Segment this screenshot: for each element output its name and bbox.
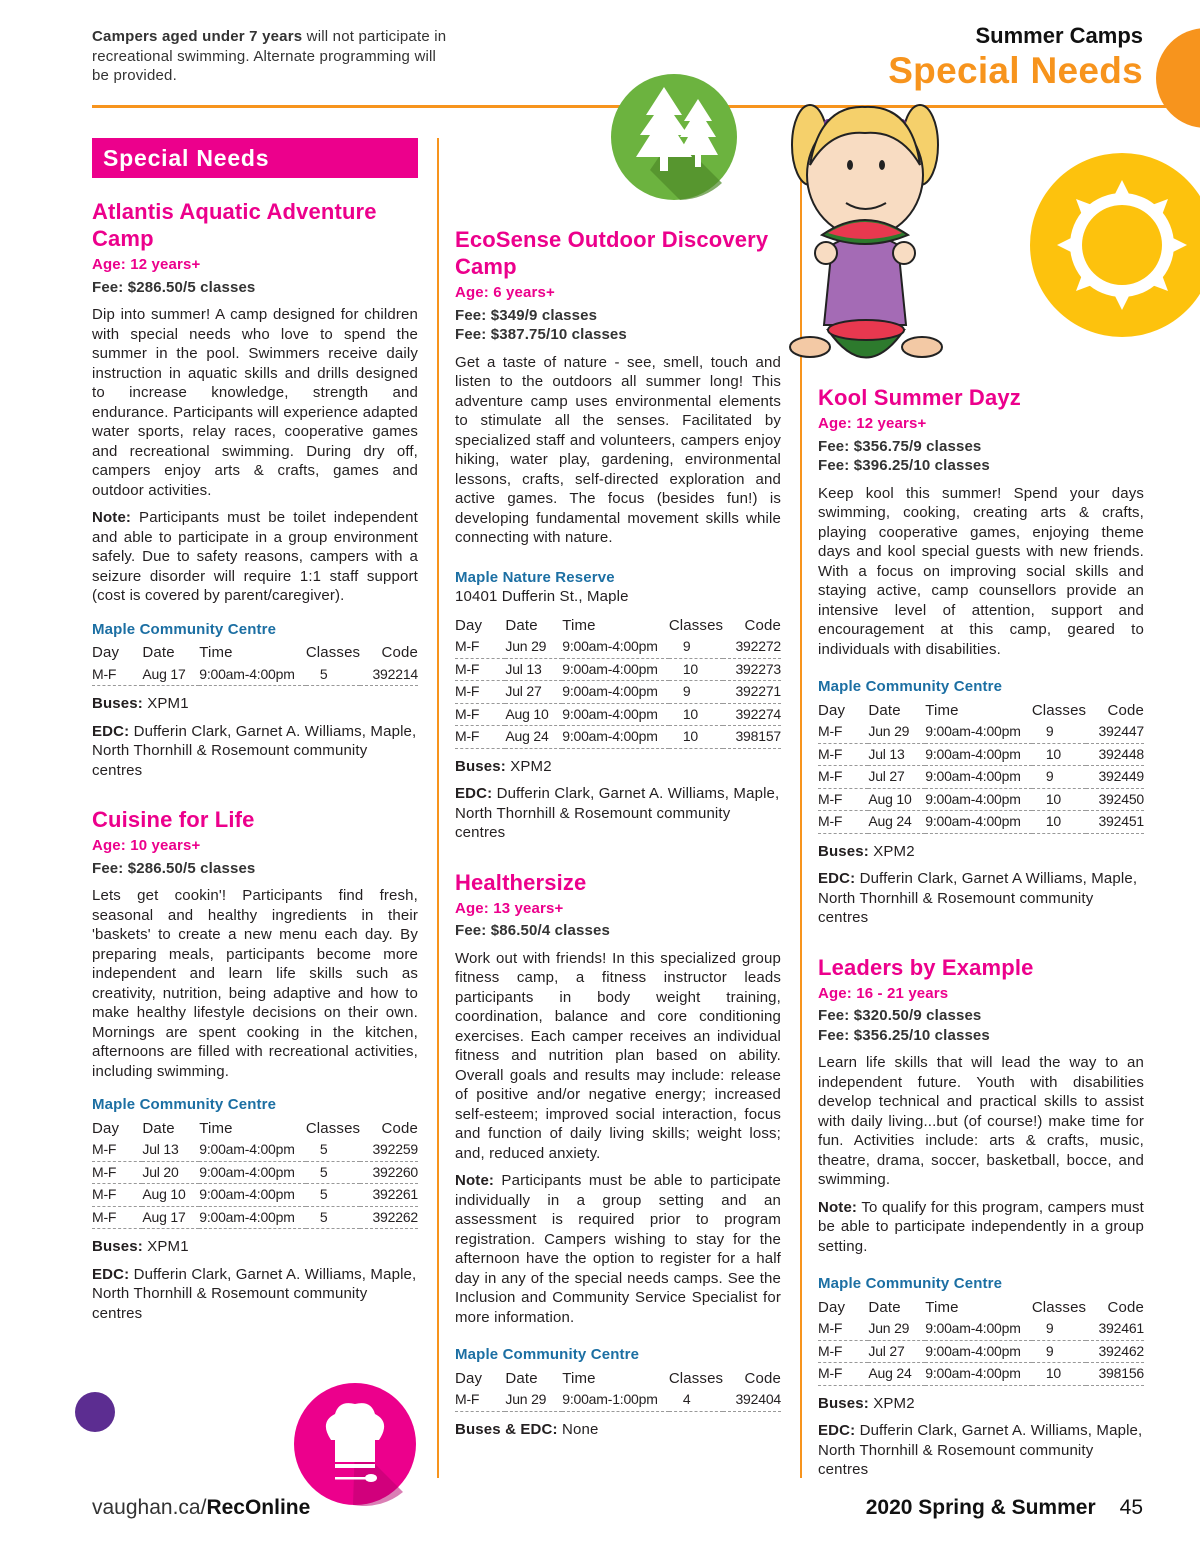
schedule-cell: 10 — [669, 726, 723, 749]
schedule-cell: 9 — [1032, 721, 1086, 743]
camp-atlantis — [92, 198, 418, 780]
schedule-header-cell: Classes — [668, 616, 724, 634]
camp-age: Age: 13 years+ — [455, 899, 564, 917]
schedule-cell: M-F — [818, 721, 868, 743]
camp-location: Maple Community Centre — [818, 678, 1003, 695]
schedule-header-row — [92, 642, 418, 664]
schedule-cell: 9 — [669, 636, 723, 658]
camp-description: Work out with friends! In this specialized group fitness camp, a fitness instructor leads participants in body weight training, coordination, balance and core conditioning exercises. Each camper receives an individual fitness and nutrition plan based on ability. Overall goals and results may include: release of positive and/or negative energy; increased self-esteem; improved social interaction, focus and function of daily living skills; weight loss; and, reduced anxiety. — [455, 949, 781, 1162]
camp-kool — [818, 384, 1144, 928]
schedule-cell: 9 — [1032, 766, 1086, 789]
schedule-cell: M-F — [92, 1184, 142, 1207]
camp-title: Leaders by Example — [818, 954, 1034, 980]
camp-description: Get a taste of nature - see, smell, touch and listen to the outdoors all summer long! This adventure camp uses environmental elements to stimulate all the senses. Facilitated by specialized staff and volunteers, campers enjoy hiking, water play, gardening, environmental lessons, crafts, self-directed exploration and active games. The focus (besides fun!) is developing fundamental movement skills while connecting with nature. — [455, 353, 781, 546]
purple-dot-decoration — [75, 1392, 115, 1432]
schedule-header-cell: Day — [818, 1298, 846, 1316]
camp-edc: EDC: Dufferin Clark, Garnet A. Williams, Maple, North Thornhill & Rosemount community centres — [92, 722, 417, 779]
camp-edc: EDC: Dufferin Clark, Garnet A. Williams, Maple, North Thornhill & Rosemount community centres — [455, 785, 780, 841]
schedule-cell: 9:00am-4:00pm — [199, 1139, 306, 1161]
schedule-cell: Jul 13 — [142, 1139, 199, 1161]
schedule-cell: M-F — [818, 743, 868, 766]
schedule-cell: 5 — [306, 1161, 360, 1184]
schedule-row — [92, 1184, 418, 1207]
schedule-row — [818, 1340, 1144, 1363]
schedule-header-cell: Day — [455, 616, 483, 634]
schedule-cell: 9:00am-4:00pm — [562, 636, 669, 658]
schedule-header-cell: Code — [381, 1119, 418, 1137]
schedule-cell: 9:00am-4:00pm — [199, 1161, 306, 1184]
schedule-cell: 5 — [306, 1184, 360, 1207]
schedule-cell: Aug 24 — [868, 1363, 925, 1386]
schedule-cell: 10 — [1032, 811, 1086, 834]
schedule-header-cell: Time — [925, 1298, 959, 1316]
schedule-cell: Jul 27 — [868, 766, 925, 789]
schedule-cell: M-F — [92, 664, 142, 686]
chef-hat-icon — [293, 1382, 417, 1506]
schedule-table — [818, 700, 1144, 834]
girl-watermelon-illustration — [770, 85, 960, 375]
schedule-row — [455, 1389, 781, 1411]
camp-description: Lets get cookin'! Participants find fresh, seasonal and healthy ingredients in their 'baskets' to create a new menu each day. By preparing meals, participants become more independent and learn life skills such as creativity, nutrition, being adaptive and how to make healthy lifestyle decisions on their own. Mornings are spent cooking in the kitchen, afternoons are filled with recreational activities, including swimming. — [92, 887, 418, 1080]
schedule-cell: 392448 — [1086, 743, 1144, 766]
camp-description: Learn life skills that will lead the way to an independent future. Youth with disabilities develop technical and practical skills to assist with daily living...but (of course!) make time for fun. Activities include: arts & crafts, music, theatre, drama, soccer, basketball, bocce, and swimming. — [818, 1054, 1144, 1188]
camp-location: Maple Community Centre — [455, 1346, 640, 1363]
schedule-table — [92, 1118, 418, 1230]
schedule-header-cell: Classes — [668, 1369, 724, 1387]
schedule-cell: 4 — [669, 1389, 723, 1411]
schedule-cell: 392451 — [1086, 811, 1144, 834]
column-middle — [455, 226, 781, 1439]
schedule-row — [818, 721, 1144, 743]
schedule-cell: 392447 — [1086, 721, 1144, 743]
schedule-header-cell: Date — [868, 701, 901, 719]
camp-title: Healthersize — [455, 869, 587, 895]
camp-age: Age: 10 years+ — [92, 837, 201, 854]
column-left — [92, 138, 418, 1323]
schedule-header-row — [92, 1118, 418, 1140]
camp-fee: Fee: $387.75/10 classes — [455, 326, 627, 343]
schedule-cell: Jul 13 — [505, 658, 562, 681]
camp-age: Age: 6 years+ — [455, 284, 555, 301]
schedule-header-cell: Date — [505, 616, 538, 634]
schedule-cell: 392271 — [723, 681, 781, 704]
schedule-header-cell: Code — [744, 1369, 781, 1387]
schedule-row — [455, 681, 781, 704]
camp-title: Kool Summer Dayz — [818, 385, 1021, 410]
schedule-table — [92, 642, 418, 686]
schedule-cell: 392404 — [723, 1389, 781, 1411]
schedule-cell: 9:00am-4:00pm — [925, 811, 1032, 834]
schedule-cell: 9:00am-4:00pm — [925, 721, 1032, 743]
schedule-table — [455, 1368, 781, 1412]
schedule-header-cell: Code — [1107, 1298, 1144, 1316]
schedule-cell: 9:00am-4:00pm — [562, 703, 669, 726]
schedule-header-row — [818, 700, 1144, 722]
schedule-cell: 392274 — [723, 703, 781, 726]
schedule-cell: M-F — [818, 1340, 868, 1363]
schedule-cell: Jun 29 — [505, 636, 562, 658]
schedule-cell: 392449 — [1086, 766, 1144, 789]
schedule-row — [92, 664, 418, 686]
schedule-cell: Aug 24 — [868, 811, 925, 834]
schedule-cell: Jul 20 — [142, 1161, 199, 1184]
schedule-cell: 398157 — [723, 726, 781, 749]
schedule-header-cell: Classes — [1031, 1298, 1087, 1316]
camp-buses: Buses: XPM2 — [818, 842, 915, 860]
camp-fee: Fee: $286.50/5 classes — [92, 278, 256, 296]
camp-age: Age: 16 - 21 years — [818, 984, 949, 1002]
schedule-cell: 392214 — [360, 664, 418, 686]
schedule-cell: M-F — [818, 1363, 868, 1386]
schedule-cell: 9:00am-4:00pm — [925, 1363, 1032, 1386]
camp-buses: Buses: XPM2 — [818, 1394, 915, 1412]
camp-ecosense — [455, 226, 781, 843]
camp-buses: Buses: XPM1 — [92, 1238, 189, 1255]
camp-location: Maple Community Centre — [92, 1096, 277, 1113]
schedule-cell: 5 — [306, 1139, 360, 1161]
schedule-cell: 9:00am-4:00pm — [199, 664, 306, 686]
camp-address: 10401 Dufferin St., Maple — [455, 588, 629, 605]
schedule-cell: 9:00am-4:00pm — [562, 726, 669, 749]
camp-note: Note: Participants must be able to participate individually in a group setting and an assessment is required prior to program registration. Campers wishing to stay for the afternoon have the option to register for a half day in any of the special needs camps. See the Inclusion and Community Service Specialist for more information. — [455, 1172, 781, 1326]
camp-age: Age: 12 years+ — [92, 256, 201, 273]
schedule-row — [818, 743, 1144, 766]
schedule-cell: M-F — [455, 681, 505, 704]
schedule-header-cell: Code — [1107, 701, 1144, 719]
schedule-header-cell: Classes — [305, 644, 361, 661]
schedule-header-cell: Code — [744, 616, 781, 634]
schedule-row — [92, 1139, 418, 1161]
footer-season: 2020 Spring & Summer 45 — [865, 1496, 1143, 1519]
schedule-cell: M-F — [818, 1318, 868, 1340]
schedule-cell: M-F — [455, 703, 505, 726]
camp-title: Atlantis Aquatic Adventure Camp — [92, 199, 377, 251]
camp-location: Maple Community Centre — [92, 620, 277, 638]
schedule-cell: 10 — [1032, 1363, 1086, 1386]
schedule-cell: M-F — [92, 1206, 142, 1229]
schedule-cell: Jul 13 — [868, 743, 925, 766]
schedule-cell: 9:00am-4:00pm — [199, 1184, 306, 1207]
schedule-cell: 392259 — [360, 1139, 418, 1161]
schedule-cell: 9:00am-1:00pm — [562, 1389, 669, 1411]
schedule-header-row — [455, 615, 781, 637]
schedule-cell: Aug 17 — [142, 664, 199, 686]
section-label: Summer Camps — [975, 23, 1143, 48]
schedule-cell: 9 — [1032, 1340, 1086, 1363]
schedule-cell: M-F — [818, 788, 868, 811]
schedule-row — [455, 703, 781, 726]
page-title: Special Needs — [888, 50, 1143, 91]
schedule-row — [818, 1318, 1144, 1340]
camp-fee: Fee: $356.25/10 classes — [818, 1026, 990, 1044]
schedule-cell: 5 — [306, 664, 360, 686]
schedule-cell: 10 — [669, 703, 723, 726]
schedule-cell: M-F — [455, 1389, 505, 1411]
camp-note: Note: To qualify for this program, campers must be able to participate independently in a group setting. — [818, 1198, 1144, 1255]
schedule-header-cell: Time — [562, 1369, 596, 1387]
schedule-cell: 392462 — [1086, 1340, 1144, 1363]
trees-icon — [610, 73, 738, 201]
schedule-cell: M-F — [92, 1139, 142, 1161]
schedule-cell: M-F — [92, 1161, 142, 1184]
schedule-cell: M-F — [455, 636, 505, 658]
schedule-cell: 9:00am-4:00pm — [925, 788, 1032, 811]
schedule-cell: 9:00am-4:00pm — [925, 743, 1032, 766]
schedule-cell: Aug 17 — [142, 1206, 199, 1229]
schedule-cell: 392260 — [360, 1161, 418, 1184]
schedule-cell: 10 — [669, 658, 723, 681]
camp-fee: Fee: $286.50/5 classes — [92, 859, 256, 877]
schedule-header-cell: Time — [925, 701, 959, 719]
schedule-cell: 5 — [306, 1206, 360, 1229]
schedule-row — [92, 1206, 418, 1229]
schedule-row — [455, 726, 781, 749]
schedule-cell: Aug 10 — [868, 788, 925, 811]
sun-icon — [1022, 150, 1200, 340]
schedule-header-cell: Date — [142, 644, 175, 661]
camp-fee: Fee: $396.25/10 classes — [818, 457, 990, 474]
schedule-cell: 10 — [1032, 743, 1086, 766]
schedule-cell: M-F — [455, 726, 505, 749]
camp-leaders — [818, 954, 1144, 1480]
camp-fee: Fee: $86.50/4 classes — [455, 922, 610, 939]
schedule-cell: 392261 — [360, 1184, 418, 1207]
schedule-row — [92, 1161, 418, 1184]
swimming-notice: Campers aged under 7 years will not participate in recreational swimming. Alternate programming will be provided. — [92, 28, 447, 84]
schedule-cell: 392273 — [723, 658, 781, 681]
camp-buses: Buses: XPM2 — [455, 757, 552, 775]
schedule-cell: 9 — [669, 681, 723, 704]
schedule-header-cell: Time — [199, 1119, 233, 1137]
schedule-table — [818, 1297, 1144, 1386]
schedule-cell: 392272 — [723, 636, 781, 658]
schedule-cell: 9:00am-4:00pm — [562, 658, 669, 681]
camp-buses: Buses: XPM1 — [92, 695, 189, 712]
schedule-cell: Jun 29 — [868, 1318, 925, 1340]
schedule-cell: 392461 — [1086, 1318, 1144, 1340]
column-divider — [437, 138, 439, 1478]
schedule-cell: Aug 10 — [142, 1184, 199, 1207]
camp-title: Cuisine for Life — [92, 807, 255, 832]
camp-fee: Fee: $349/9 classes — [455, 306, 598, 324]
schedule-header-cell: Classes — [1031, 701, 1087, 719]
schedule-row — [455, 636, 781, 658]
schedule-header-cell: Day — [818, 701, 846, 719]
schedule-cell: 9 — [1032, 1318, 1086, 1340]
camp-description: Dip into summer! A camp designed for children with special needs who love to spend the summer in the pool. Swimmers receive daily instruction in aquatic skills and drills designed to increase knowledge, strength and endurance. Participants will experience adapted water sports, relay races, cooperative games and recreational swimming. During dry off, campers enjoy arts & crafts, games and outdoor activities. — [92, 306, 418, 499]
camp-note: Note: Participants must be toilet independent and able to participate in a group environment safely. Due to safety reasons, campers with a seizure disorder will require 1:1 staff support (cost is covered by parent/caregiver). — [92, 509, 418, 604]
schedule-cell: 9:00am-4:00pm — [562, 681, 669, 704]
schedule-cell: 392450 — [1086, 788, 1144, 811]
schedule-cell: M-F — [818, 766, 868, 789]
camp-edc: EDC: Dufferin Clark, Garnet A. Williams, Maple, North Thornhill & Rosemount community centres — [92, 1265, 417, 1322]
camp-age: Age: 12 years+ — [818, 415, 927, 432]
schedule-cell: Jul 27 — [505, 681, 562, 704]
schedule-header-cell: Time — [562, 616, 596, 634]
section-banner: Special Needs — [92, 138, 418, 178]
camp-cuisine — [92, 806, 418, 1323]
schedule-row — [818, 1363, 1144, 1386]
schedule-row — [455, 658, 781, 681]
page-number: 45 — [1119, 1496, 1143, 1519]
camp-location: Maple Community Centre — [818, 1275, 1003, 1292]
schedule-header-cell: Day — [455, 1369, 483, 1387]
camp-edc: EDC: Dufferin Clark, Garnet A Williams, Maple, North Thornhill & Rosemount community centres — [818, 870, 1138, 926]
camp-title: EcoSense Outdoor Discovery Camp — [455, 227, 769, 279]
schedule-row — [818, 766, 1144, 789]
schedule-cell: 9:00am-4:00pm — [925, 766, 1032, 789]
schedule-cell: M-F — [818, 811, 868, 834]
schedule-header-cell: Date — [868, 1298, 901, 1316]
schedule-header-cell: Time — [199, 644, 233, 661]
camp-location: Maple Nature Reserve — [455, 568, 615, 586]
orange-tab-decoration — [1156, 28, 1200, 128]
schedule-header-row — [455, 1368, 781, 1390]
schedule-cell: 9:00am-4:00pm — [199, 1206, 306, 1229]
schedule-cell: 392262 — [360, 1206, 418, 1229]
schedule-header-cell: Code — [381, 644, 418, 661]
schedule-cell: Jun 29 — [505, 1389, 562, 1411]
schedule-header-cell: Day — [92, 1119, 120, 1137]
schedule-header-row — [818, 1297, 1144, 1319]
schedule-cell: Aug 24 — [505, 726, 562, 749]
schedule-cell: 9:00am-4:00pm — [925, 1340, 1032, 1363]
column-right — [818, 384, 1144, 1480]
schedule-cell: M-F — [455, 658, 505, 681]
camp-fee: Fee: $356.75/9 classes — [818, 437, 982, 455]
schedule-header-cell: Date — [142, 1119, 175, 1137]
schedule-cell: 9:00am-4:00pm — [925, 1318, 1032, 1340]
schedule-header-cell: Day — [92, 644, 120, 661]
schedule-header-cell: Classes — [305, 1119, 361, 1137]
schedule-table — [455, 615, 781, 749]
camp-edc: EDC: Dufferin Clark, Garnet A. Williams, Maple, North Thornhill & Rosemount community centres — [818, 1422, 1143, 1478]
camp-fee: Fee: $320.50/9 classes — [818, 1007, 982, 1024]
footer-url[interactable]: vaughan.ca/RecOnline — [92, 1496, 311, 1519]
schedule-header-cell: Date — [505, 1369, 538, 1387]
schedule-row — [818, 788, 1144, 811]
schedule-cell: Jul 27 — [868, 1340, 925, 1363]
camp-buses: Buses & EDC: None — [455, 1420, 599, 1438]
schedule-cell: 398156 — [1086, 1363, 1144, 1386]
schedule-cell: Jun 29 — [868, 721, 925, 743]
schedule-cell: 10 — [1032, 788, 1086, 811]
camp-description: Keep kool this summer! Spend your days swimming, cooking, creating arts & crafts, playing cooperative games, enjoying theme days and kool special guests with new friends. With a focus on improving social skills and staying active, camp counsellors provide an intensive level of attention, support and encouragement at this camp, geared to individuals with disabilities. — [818, 484, 1144, 658]
camp-healthersize — [455, 869, 781, 1440]
schedule-row — [818, 811, 1144, 834]
schedule-cell: Aug 10 — [505, 703, 562, 726]
